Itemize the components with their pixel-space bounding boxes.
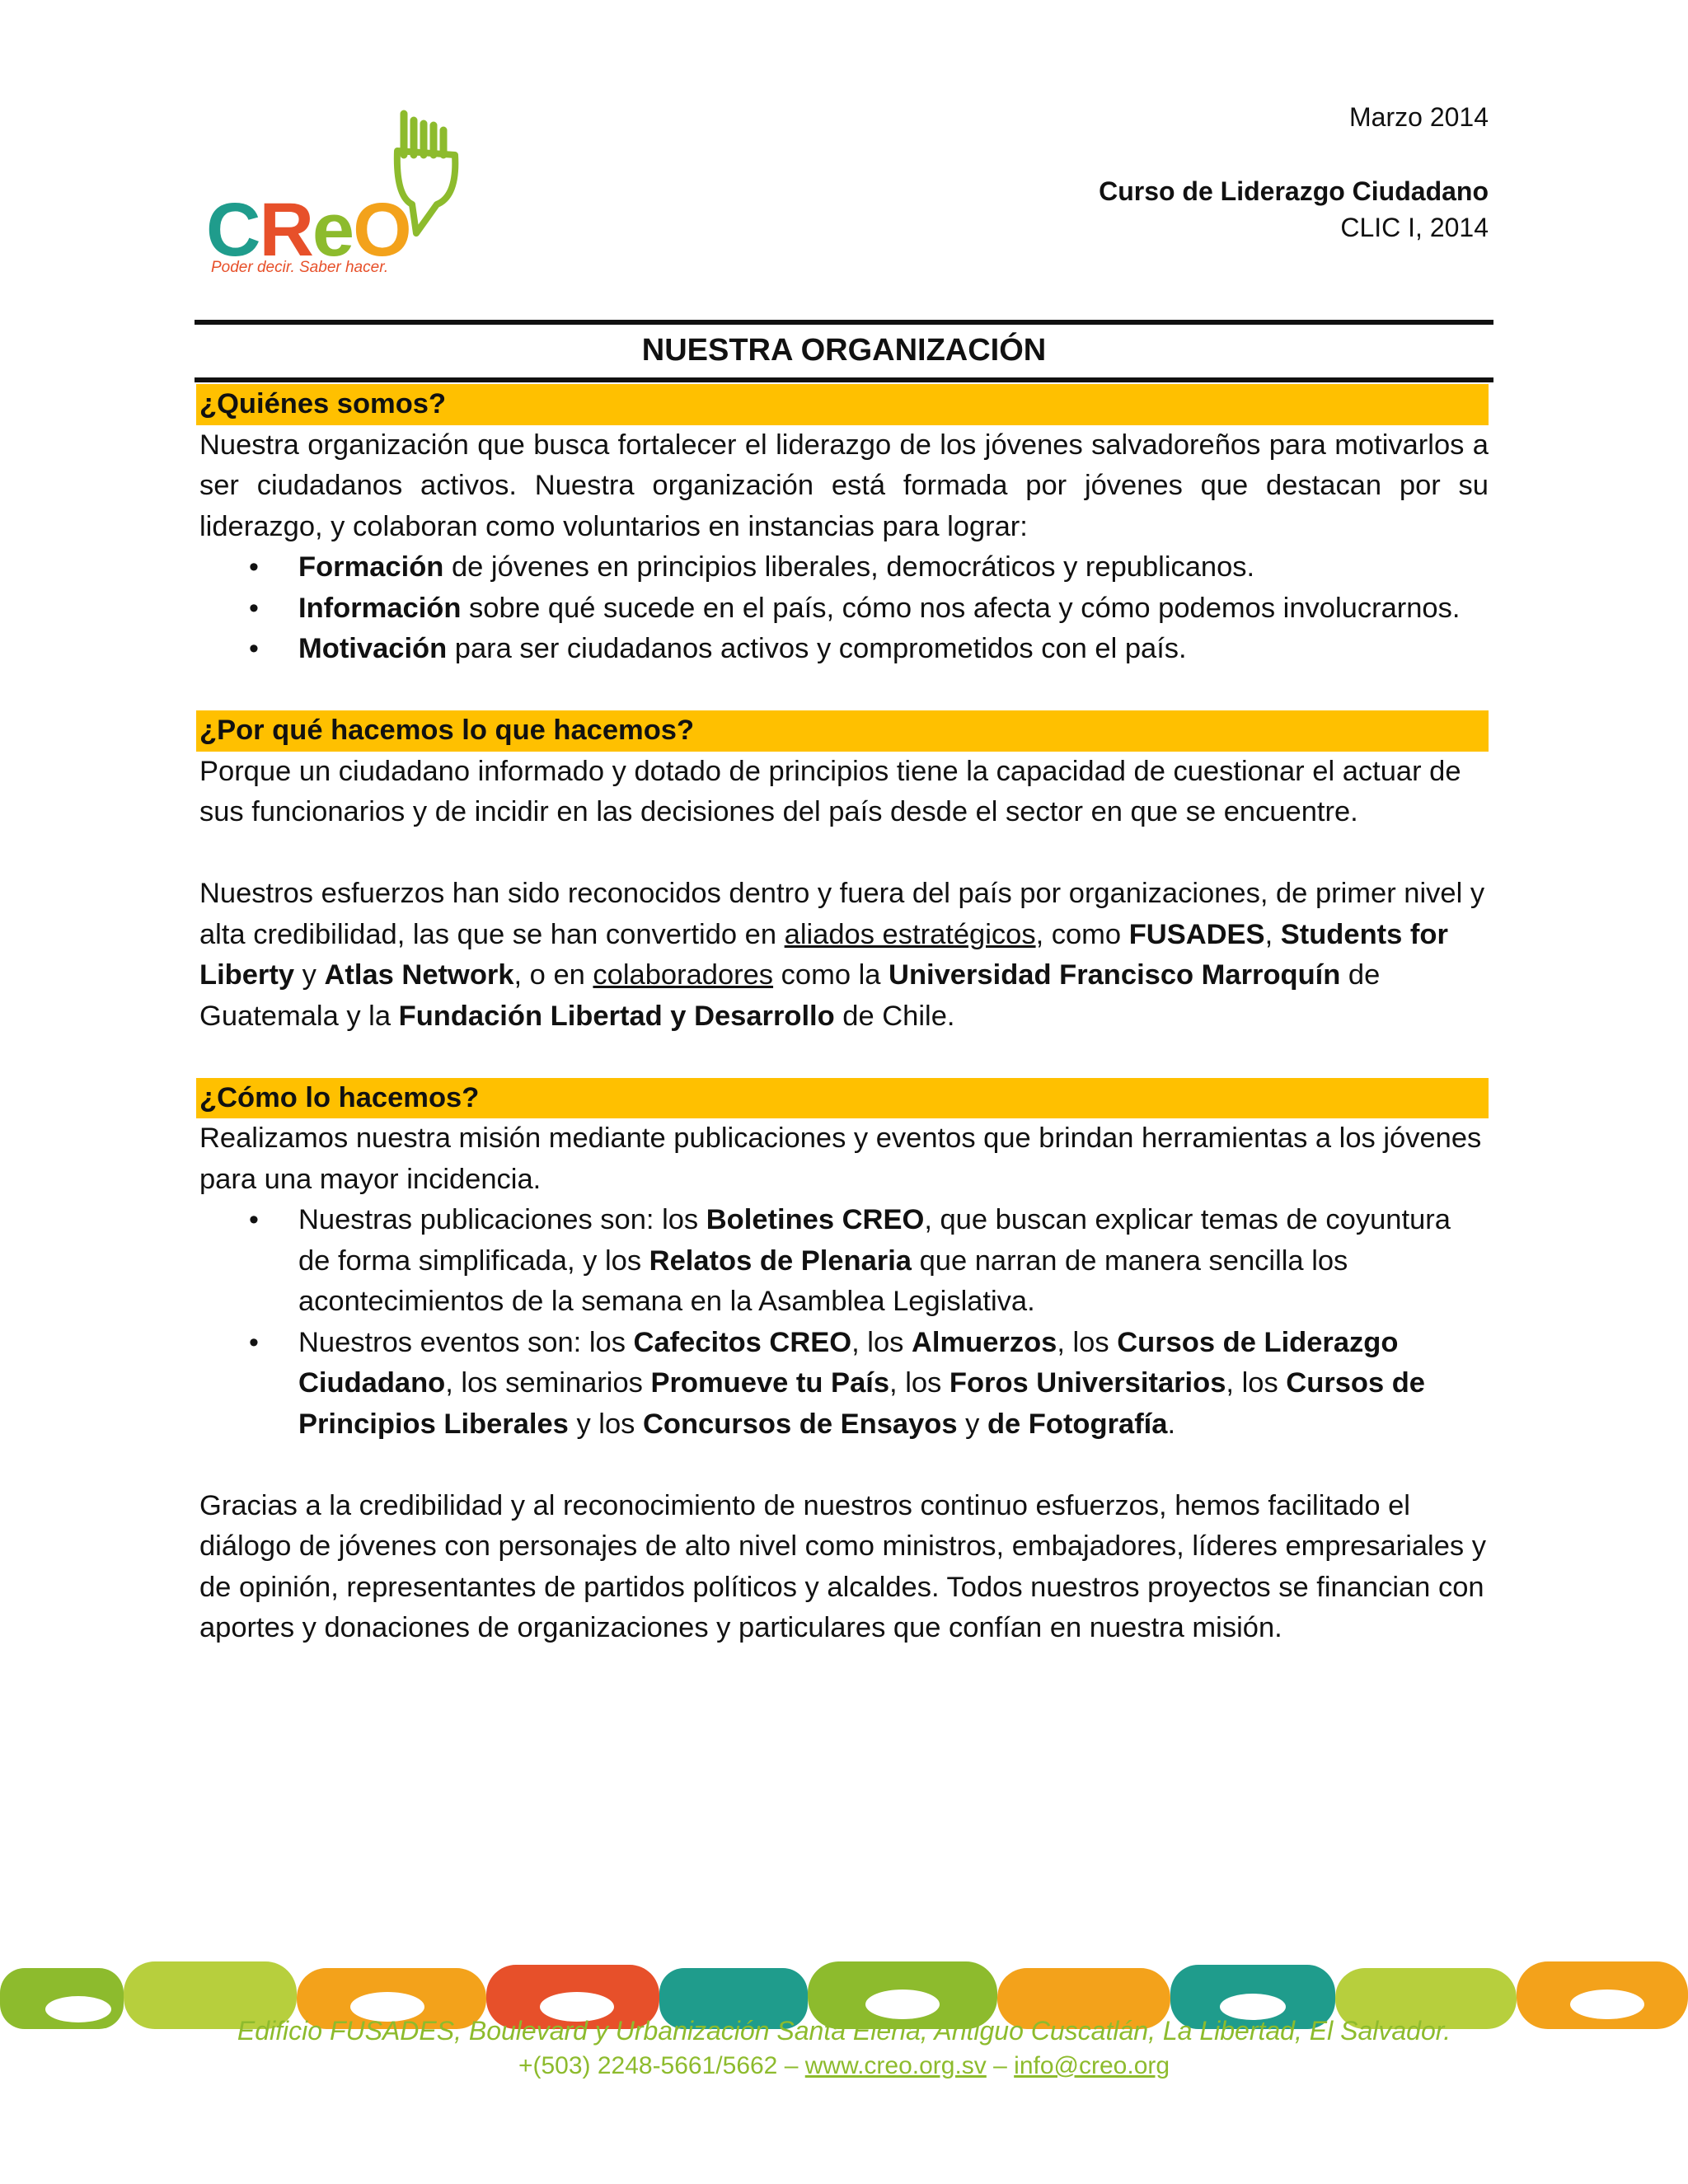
quienes-list — [199, 547, 1489, 670]
list-item: • Formación de jóvenes en principios liberales, democráticos y republicanos. — [199, 547, 1489, 588]
logo-tagline: Poder decir. Saber hacer. — [211, 259, 389, 276]
footer-website-link[interactable]: www.creo.org.sv — [804, 2052, 987, 2079]
section-heading-como: ¿Cómo lo hacemos? — [196, 1078, 1489, 1119]
section-heading-porque: ¿Por qué hacemos lo que hacemos? — [196, 710, 1489, 752]
document-date: Marzo 2014 — [1349, 102, 1489, 132]
title-rule-top — [195, 320, 1493, 325]
list-item: • Nuestros eventos son: los Cafecitos CREO, los Almuerzos, los Cursos de Liderazgo Ciudadano, los seminarios Promueve tu País, los Foros Universitarios, los Cursos de Principios Liberales y los Concursos de Ensayos y de Fotografía. — [199, 1323, 1489, 1446]
course-name: Curso de Liderazgo Ciudadano — [1099, 176, 1489, 206]
footer-email-link[interactable]: info@creo.org — [1014, 2052, 1170, 2079]
colaboradores-link-text: colaboradores — [593, 959, 774, 991]
document-body — [199, 384, 1489, 1649]
como-intro: Realizamos nuestra misión mediante publicaciones y eventos que brindan herramientas a los jóvenes para una mayor incidencia. — [199, 1122, 1482, 1195]
footer-contact: +(503) 2248-5661/5662 – www.creo.org.sv – info@creo.org — [518, 2052, 1170, 2079]
quienes-intro: Nuestra organización que busca fortalecer el liderazgo de los jóvenes salvadoreños para motivarlos a ser ciudadanos activos. Nuestra organización está formada por jóvenes que destacan por su liderazgo, y colaboran como voluntarios en instancias para lograr: — [199, 429, 1489, 542]
aliados-link-text: aliados estratégicos — [784, 918, 1036, 950]
como-list — [199, 1200, 1489, 1445]
logo-wordmark: CReO — [206, 188, 410, 272]
list-item: • Nuestras publicaciones son: los Boletines CREO, que buscan explicar temas de coyuntura de forma simplificada, y los Relatos de Plenaria que narran de manera sencilla los acontecimientos de la semana en la Asamblea Legislativa. — [199, 1200, 1489, 1323]
list-item: • Información sobre qué sucede en el país, cómo nos afecta y cómo podemos involucrarnos. — [199, 588, 1489, 630]
porque-paragraph-2: Nuestros esfuerzos han sido reconocidos dentro y fuera del país por organizaciones, de primer nivel y alta credibilidad, las que se han convertido en aliados estratégicos, como FUSADES, Students for Liberty y Atlas Network, o en colaboradores como la Universidad Francisco Marroquín de Guatemala y la Fundación Libertad y Desarrollo de Chile. — [199, 878, 1485, 1032]
section-heading-quienes: ¿Quiénes somos? — [196, 384, 1489, 425]
title-rule-bottom — [195, 377, 1493, 382]
course-edition: CLIC I, 2014 — [1340, 213, 1489, 242]
creo-logo — [206, 105, 470, 287]
footer-address: Edificio FUSADES, Boulevard y Urbanización Santa Elena, Antiguo Cuscatlán, La Libertad, El Salvador. — [237, 2016, 1451, 2046]
porque-paragraph-1: Porque un ciudadano informado y dotado de principios tiene la capacidad de cuestionar el actuar de sus funcionarios y de incidir en las decisiones del país desde el sector en que se encuentre. — [199, 755, 1461, 827]
page-title: NUESTRA ORGANIZACIÓN — [641, 333, 1047, 368]
footer-phone: +(503) 2248-5661/5662 — [518, 2052, 778, 2079]
closing-paragraph: Gracias a la credibilidad y al reconocimiento de nuestros continuo esfuerzos, hemos facilitado el diálogo de jóvenes con personajes de alto nivel como ministros, embajadores, líderes empresariales y de opinión, representantes de partidos políticos y alcaldes. Todos nuestros proyectos se financian con aportes y donaciones de organizaciones y particulares que confían en nuestra misión. — [199, 1489, 1486, 1643]
list-item: • Motivación para ser ciudadanos activos y comprometidos con el país. — [199, 629, 1489, 670]
